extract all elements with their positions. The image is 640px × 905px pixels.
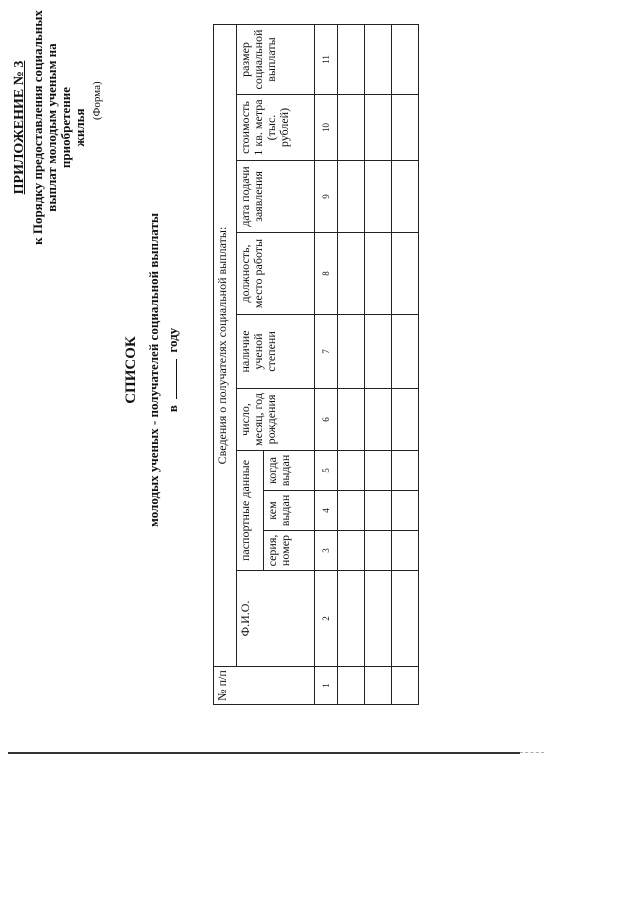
appendix-block <box>13 5 87 250</box>
empty-cell <box>392 491 419 531</box>
column-number: 9 <box>315 161 338 233</box>
appendix-line-3: жилья <box>72 108 87 147</box>
empty-cell <box>365 25 392 95</box>
empty-cell <box>338 95 365 161</box>
appendix-line-2: выплат молодым ученым на приобретение <box>44 43 73 212</box>
empty-cell <box>365 667 392 705</box>
empty-cell <box>338 571 365 667</box>
empty-cell <box>338 667 365 705</box>
header-num: № п/п <box>214 667 315 705</box>
header-amount: размер социальной выплаты <box>237 25 315 95</box>
form-note: (Форма) <box>91 81 103 120</box>
empty-cell <box>365 161 392 233</box>
empty-cell <box>338 531 365 571</box>
empty-cell <box>338 451 365 491</box>
year-suffix: году <box>165 327 180 353</box>
empty-cell <box>365 389 392 451</box>
header-passport-date: когда выдан <box>264 451 315 491</box>
empty-cell <box>365 315 392 389</box>
recipients-table <box>213 24 419 705</box>
rotated-form <box>5 0 525 720</box>
page-divider-line <box>8 752 520 754</box>
column-number: 5 <box>315 451 338 491</box>
empty-cell <box>392 451 419 491</box>
empty-cell <box>392 315 419 389</box>
empty-cell <box>338 161 365 233</box>
column-number: 3 <box>315 531 338 571</box>
column-number: 10 <box>315 95 338 161</box>
empty-cell <box>365 233 392 315</box>
table-row <box>338 25 365 705</box>
empty-cell <box>365 491 392 531</box>
empty-cell <box>392 25 419 95</box>
column-number: 11 <box>315 25 338 95</box>
header-birth: число, месяц, год рождения <box>237 389 315 451</box>
empty-cell <box>392 161 419 233</box>
header-passport-issuer: кем выдан <box>264 491 315 531</box>
empty-cell <box>392 389 419 451</box>
header-position: должность, место работы <box>237 233 315 315</box>
appendix-title: ПРИЛОЖЕНИЕ № 3 <box>12 60 27 195</box>
header-passport-series: серия, номер <box>264 531 315 571</box>
header-cost: стоимость 1 кв. метра (тыс. рублей) <box>237 95 315 161</box>
empty-cell <box>392 531 419 571</box>
empty-cell <box>338 233 365 315</box>
empty-cell <box>338 389 365 451</box>
column-number: 2 <box>315 571 338 667</box>
empty-cell <box>338 315 365 389</box>
year-line <box>165 200 180 540</box>
appendix-header <box>5 0 115 720</box>
empty-cell <box>338 491 365 531</box>
empty-cell <box>392 667 419 705</box>
empty-cell <box>365 571 392 667</box>
empty-cell <box>392 571 419 667</box>
empty-cell <box>338 25 365 95</box>
column-numbers-row <box>315 25 338 705</box>
appendix-line-1: к Порядку предоставления социальных <box>30 10 45 245</box>
column-number: 6 <box>315 389 338 451</box>
header-fio: Ф.И.О. <box>237 571 315 667</box>
list-title: СПИСОК <box>123 336 139 404</box>
column-number: 7 <box>315 315 338 389</box>
header-group: Сведения о получателях социальной выплаты: <box>214 25 237 667</box>
table-row <box>365 25 392 705</box>
empty-cell <box>365 95 392 161</box>
table-row <box>392 25 419 705</box>
column-number: 4 <box>315 491 338 531</box>
column-number: 8 <box>315 233 338 315</box>
empty-cell <box>392 233 419 315</box>
header-passport: паспортные данные <box>237 451 264 571</box>
list-subtitle: молодых ученых - получателей социальной выплаты <box>146 213 161 527</box>
list-heading <box>123 200 180 540</box>
header-date: дата подачи заявления <box>237 161 315 233</box>
year-prefix: в <box>165 405 180 413</box>
column-number: 1 <box>315 667 338 705</box>
empty-cell <box>365 531 392 571</box>
empty-cell <box>392 95 419 161</box>
page-divider-tail <box>520 752 544 754</box>
empty-cell <box>365 451 392 491</box>
header-degree: наличие ученой степени <box>237 315 315 389</box>
year-blank <box>176 359 177 399</box>
